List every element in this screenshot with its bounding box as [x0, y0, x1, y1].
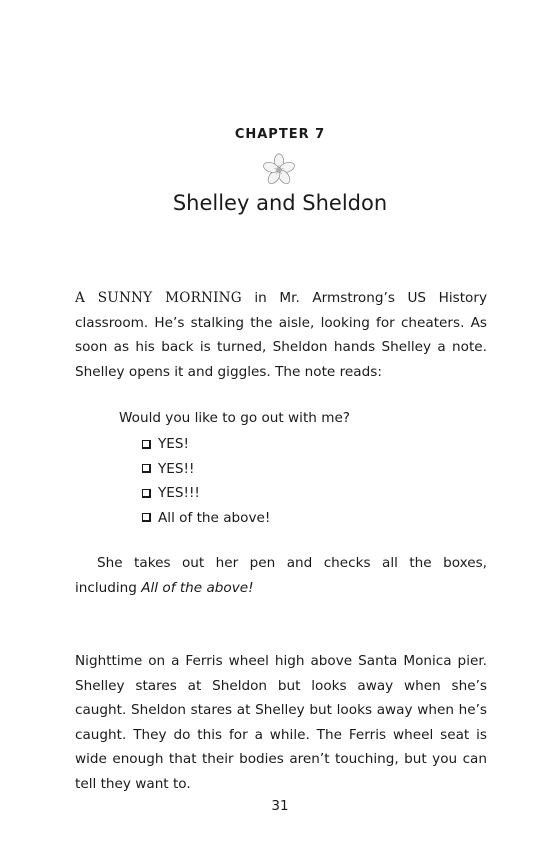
- paragraph-2: [75, 551, 487, 600]
- checkbox-icon: [142, 489, 151, 498]
- checkbox-item: [142, 481, 270, 506]
- chapter-label: CHAPTER 7: [234, 127, 326, 142]
- checkbox-item: [142, 432, 270, 457]
- paragraph-2-text: She takes out her pen and checks all the boxes, including: [75, 555, 487, 596]
- paragraph-1-lead-in: A SUNNY MORNING: [75, 290, 242, 306]
- checkbox-label: YES!: [158, 436, 189, 453]
- flower-icon: [262, 153, 296, 187]
- checkbox-icon: [142, 513, 151, 522]
- paragraph-3: Nighttime on a Ferris wheel high above Santa Monica pier. Shelley stares at Sheldon but looks away when she’s caught. Sheldon stares at Shelley but looks away when he’s caught. They do this for a while. The Ferris wheel seat is wide enough that their bodies aren’t touching, but you can tell they want to.: [75, 653, 487, 792]
- checkbox-label: YES!!: [158, 460, 195, 477]
- chapter-title: Shelley and Sheldon: [172, 191, 388, 215]
- checkbox-list: [142, 432, 270, 530]
- checkbox-icon: [142, 440, 151, 449]
- page-number: 31: [271, 798, 289, 814]
- paragraph-1-text: in Mr. Armstrong’s US History classroom. He’s stalking the aisle, looking for cheaters. As soon as his back is turned, Sheldon hands Shelley a note. Shelley opens it and giggles. The note reads:: [75, 290, 487, 380]
- checkbox-label: YES!!!: [158, 485, 200, 502]
- paragraph-2-emphasis: All of the above!: [141, 579, 254, 596]
- checkbox-label: All of the above!: [158, 509, 271, 526]
- note-question: Would you like to go out with me?: [119, 410, 351, 426]
- checkbox-item: [142, 457, 270, 482]
- checkbox-icon: [142, 464, 151, 473]
- checkbox-item: [142, 506, 270, 531]
- paragraph-1: [75, 286, 487, 384]
